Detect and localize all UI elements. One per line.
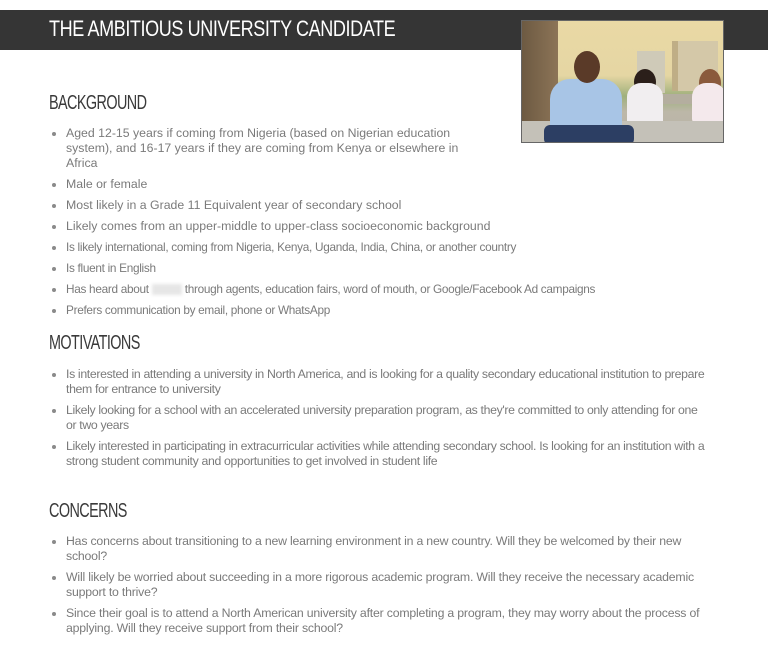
list-item: Male or female (49, 177, 489, 192)
list-item: Most likely in a Grade 11 Equivalent year of secondary school (49, 198, 489, 213)
list-item: Since their goal is to attend a North American university after completing a program, they may worry about the process of applying. Will they receive support from their school? (49, 606, 719, 636)
list-item: Likely comes from an upper-middle to upper-class socioeconomic background (49, 219, 586, 234)
list-item: Likely looking for a school with an accelerated university preparation program, as they're committed to only attending for one or two years (49, 403, 709, 433)
list-item: Is interested in attending a university in North America, and is looking for a quality secondary educational institution to prepare them for entrance to university (49, 367, 709, 397)
concerns-heading: CONCERNS (49, 500, 127, 522)
item-text-before: Has heard about (66, 282, 149, 296)
list-item: Aged 12-15 years if coming from Nigeria (based on Nigerian education system), and 16-17 years if they are coming from Kenya or elsewhere in Africa (49, 126, 489, 171)
list-item: Has concerns about transitioning to a new learning environment in a new country. Will they be welcomed by their new school? (49, 534, 719, 564)
motivations-heading: MOTIVATIONS (49, 332, 140, 354)
motivations-list (49, 367, 709, 475)
list-item: Is likely international, coming from Nigeria, Kenya, Uganda, India, China, or another country (49, 240, 666, 255)
list-item: Prefers communication by email, phone or WhatsApp (49, 303, 666, 318)
background-list (49, 126, 596, 324)
background-heading: BACKGROUND (49, 92, 147, 114)
page-title: THE AMBITIOUS UNIVERSITY CANDIDATE (49, 16, 396, 41)
item-text-after: through agents, education fairs, word of mouth, or Google/Facebook Ad campaigns (184, 282, 596, 296)
list-item: Is fluent in English (49, 261, 489, 276)
photo-girl1 (627, 83, 663, 125)
list-item: Will likely be worried about succeeding in a more rigorous academic program. Will they receive the necessary academic support to thrive? (49, 570, 719, 600)
photo-boy-legs (544, 125, 634, 143)
list-item: Likely interested in participating in extracurricular activities while attending secondary school. Is looking for an institution with a strong student community and opportunities to get involved in student life (49, 439, 709, 469)
concerns-list (49, 534, 719, 642)
redacted-school-name (152, 284, 182, 295)
photo-boy-head (574, 51, 600, 83)
photo-girl2 (692, 83, 724, 123)
student-photo (521, 20, 724, 143)
list-item (49, 282, 706, 297)
